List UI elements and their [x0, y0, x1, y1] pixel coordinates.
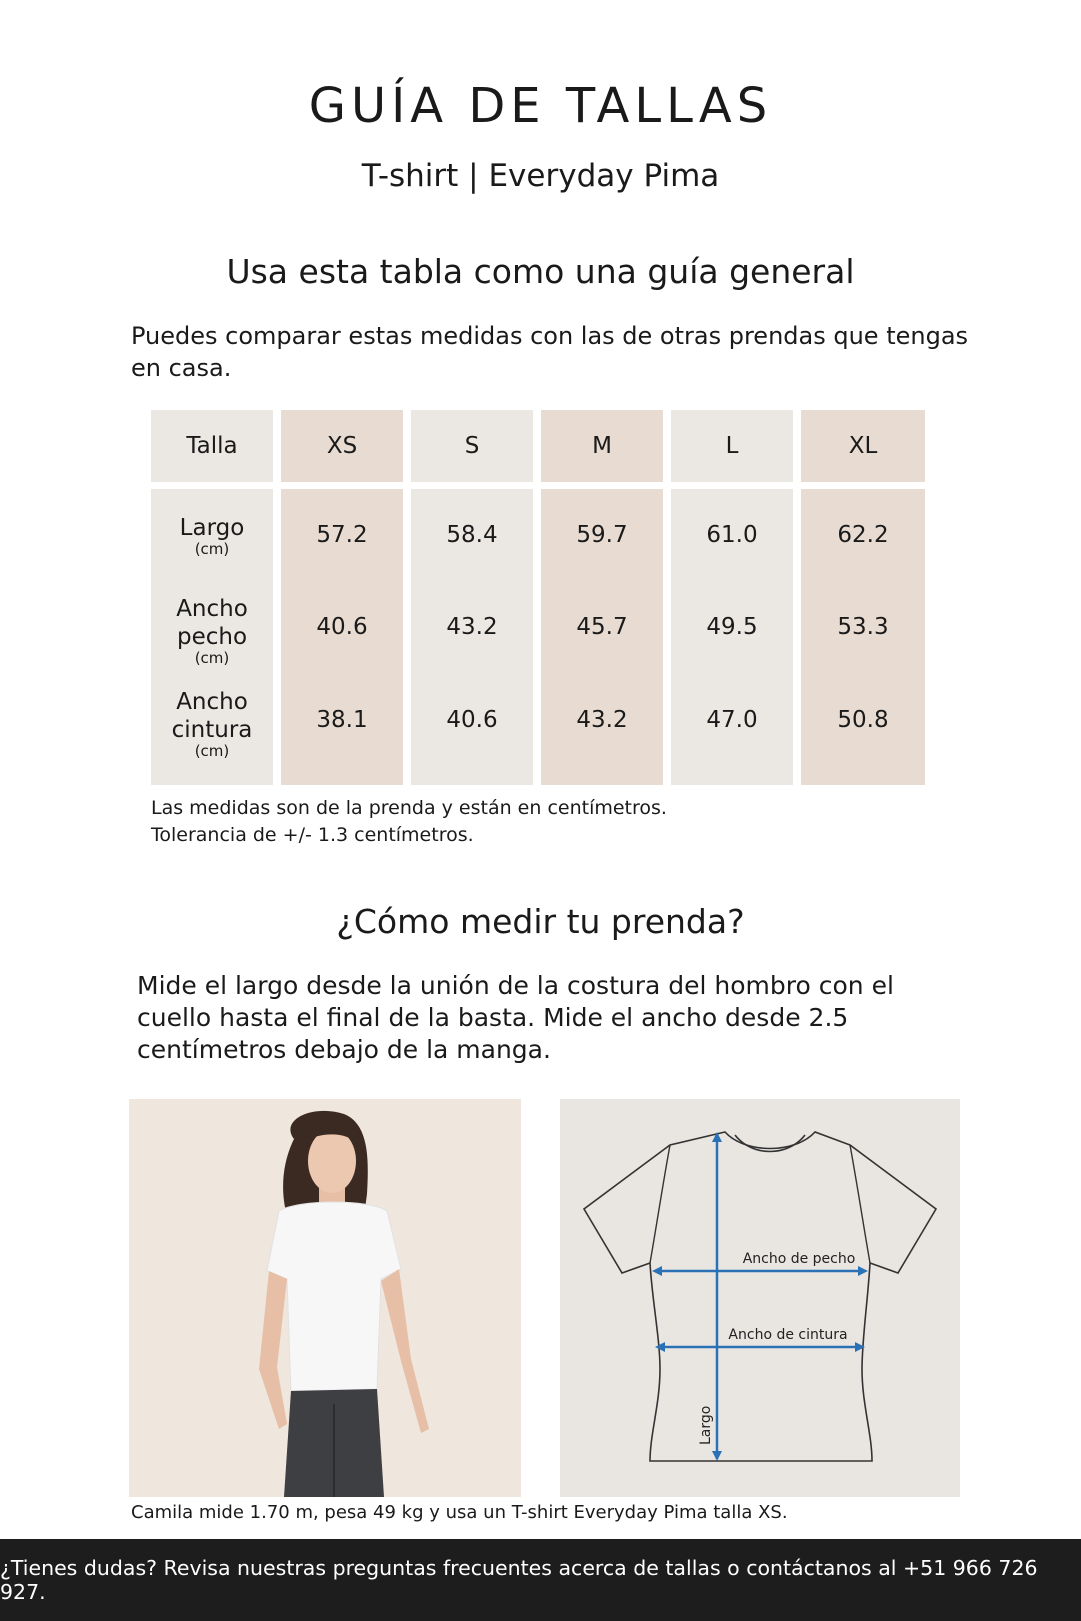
table-cell: 57.2: [316, 522, 368, 548]
table-cell: 50.8: [837, 707, 889, 733]
size-label-xs: XS: [326, 433, 358, 459]
table-header-size: [411, 410, 533, 482]
measure-instructions: Mide el largo desde la unión de la costura del hombro con el cuello hasta el final de la basta. Mide el ancho desde 2.5 centímetros debajo de la manga.: [137, 971, 894, 1064]
model-illustration: [129, 1099, 521, 1497]
row-label-text: Ancho cintura: [171, 689, 253, 743]
table-cell: 43.2: [576, 707, 628, 733]
footer-text: ¿Tienes dudas? Revisa nuestras preguntas frecuentes acerca de tallas o contáctanos al +51 966 726 927.: [0, 1556, 1038, 1604]
table-header-talla: [151, 410, 273, 482]
row-label-ancho-pecho: [151, 585, 273, 675]
row-label-text: Ancho pecho: [176, 596, 248, 650]
product-subtitle: T-shirt | Everyday Pima: [361, 158, 720, 194]
size-label-m: M: [592, 433, 612, 459]
row-label-ancho-cintura: [151, 678, 273, 768]
header-label: Talla: [186, 433, 238, 459]
size-label-l: L: [725, 433, 739, 459]
table-cell: 49.5: [706, 614, 758, 640]
measure-heading: ¿Cómo medir tu prenda?: [336, 902, 745, 941]
table-header-size: [541, 410, 663, 482]
table-cell: 45.7: [576, 614, 628, 640]
chest-width-label: Ancho de pecho: [742, 1251, 856, 1267]
table-cell: 61.0: [706, 522, 758, 548]
note-tolerance: Tolerancia de +/- 1.3 centímetros.: [151, 824, 474, 846]
size-label-xl: XL: [848, 433, 878, 459]
table-cell: 47.0: [706, 707, 758, 733]
row-label-largo: [151, 495, 273, 575]
row-label-text: Largo: [179, 515, 245, 541]
length-label: Largo: [698, 1405, 714, 1445]
table-cell: 53.3: [837, 614, 889, 640]
table-cell: 43.2: [446, 614, 498, 640]
table-cell: 38.1: [316, 707, 368, 733]
table-cell: 40.6: [446, 707, 498, 733]
tshirt-outline-illustration: [560, 1099, 960, 1497]
page-title: GUÍA DE TALLAS: [308, 78, 773, 134]
table-cell: 58.4: [446, 522, 498, 548]
model-caption: Camila mide 1.70 m, pesa 49 kg y usa un T-shirt Everyday Pima talla XS.: [131, 1502, 788, 1523]
garment-diagram: [560, 1099, 960, 1497]
row-unit: (cm): [194, 540, 230, 558]
table-cell: 40.6: [316, 614, 368, 640]
table-cell: 59.7: [576, 522, 628, 548]
row-unit: (cm): [194, 649, 230, 667]
table-cell: 62.2: [837, 522, 889, 548]
size-table: [151, 410, 931, 785]
table-header-size: [801, 410, 925, 482]
table-header-size: [281, 410, 403, 482]
waist-width-label: Ancho de cintura: [728, 1327, 848, 1343]
model-photo: [129, 1099, 521, 1497]
footer-bar: [0, 1539, 1081, 1621]
table-header-size: [671, 410, 793, 482]
row-unit: (cm): [194, 742, 230, 760]
size-table-intro: Puedes comparar estas medidas con las de otras prendas que tengas en casa.: [131, 322, 969, 382]
size-table-heading: Usa esta tabla como una guía general: [226, 252, 855, 291]
note-units: Las medidas son de la prenda y están en centímetros.: [151, 797, 667, 819]
size-label-s: S: [464, 433, 480, 459]
table-notes: [151, 795, 667, 849]
